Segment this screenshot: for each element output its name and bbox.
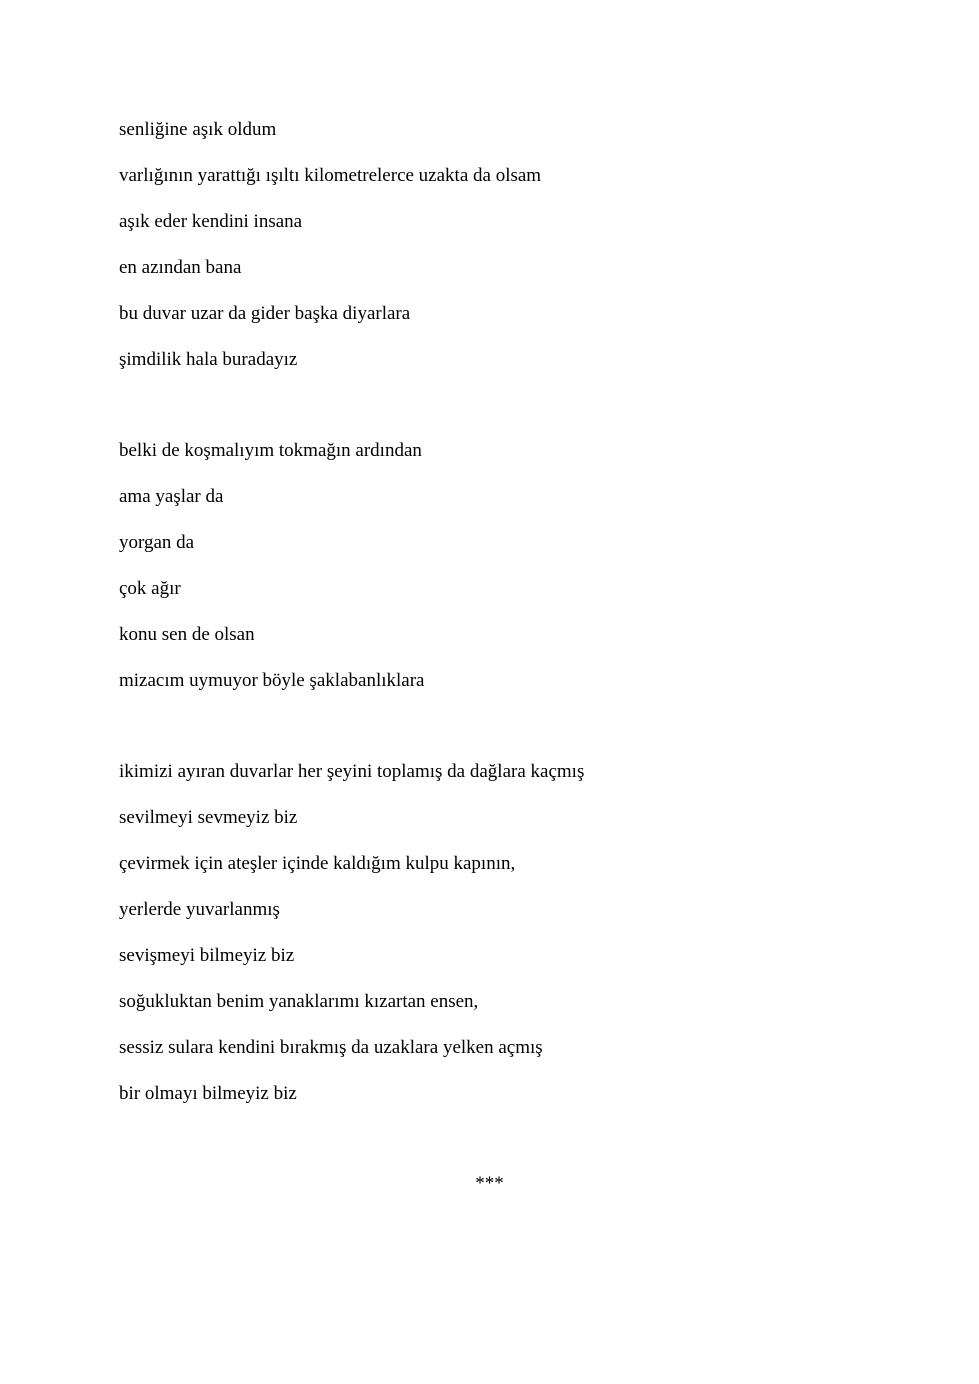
- stanza-3: [119, 749, 879, 1117]
- poem-line: yorgan da: [119, 532, 195, 553]
- poem-line: en azından bana: [119, 257, 242, 278]
- poem-line: konu sen de olsan: [119, 624, 255, 645]
- stanza-1: [119, 107, 879, 383]
- section-separator: ***: [475, 1173, 504, 1194]
- stanza-2: [119, 428, 879, 704]
- poem-line: bu duvar uzar da gider başka diyarlara: [119, 303, 411, 324]
- poem-line: aşık eder kendini insana: [119, 211, 303, 232]
- poem-line: sessiz sulara kendini bırakmış da uzaklara yelken açmış: [119, 1037, 543, 1058]
- poem-line: varlığının yarattığı ışıltı kilometrelerce uzakta da olsam: [119, 165, 542, 186]
- poem-line: sevilmeyi sevmeyiz biz: [119, 807, 298, 828]
- poem-line: yerlerde yuvarlanmış: [119, 899, 280, 920]
- poem-line: çevirmek için ateşler içinde kaldığım kulpu kapının,: [119, 853, 516, 874]
- poem-line: senliğine aşık oldum: [119, 119, 277, 140]
- poem-line: ama yaşlar da: [119, 486, 224, 507]
- poem-line: sevişmeyi bilmeyiz biz: [119, 945, 295, 966]
- poem-line: bir olmayı bilmeyiz biz: [119, 1083, 297, 1104]
- poem-line: belki de koşmalıyım tokmağın ardından: [119, 440, 422, 461]
- poem-line: soğukluktan benim yanaklarımı kızartan ensen,: [119, 991, 479, 1012]
- poem-line: şimdilik hala buradayız: [119, 349, 298, 370]
- poem-line: çok ağır: [119, 578, 181, 599]
- poem-line: ikimizi ayıran duvarlar her şeyini toplamış da dağlara kaçmış: [119, 761, 585, 782]
- poem-line: mizacım uymuyor böyle şaklabanlıklara: [119, 670, 425, 691]
